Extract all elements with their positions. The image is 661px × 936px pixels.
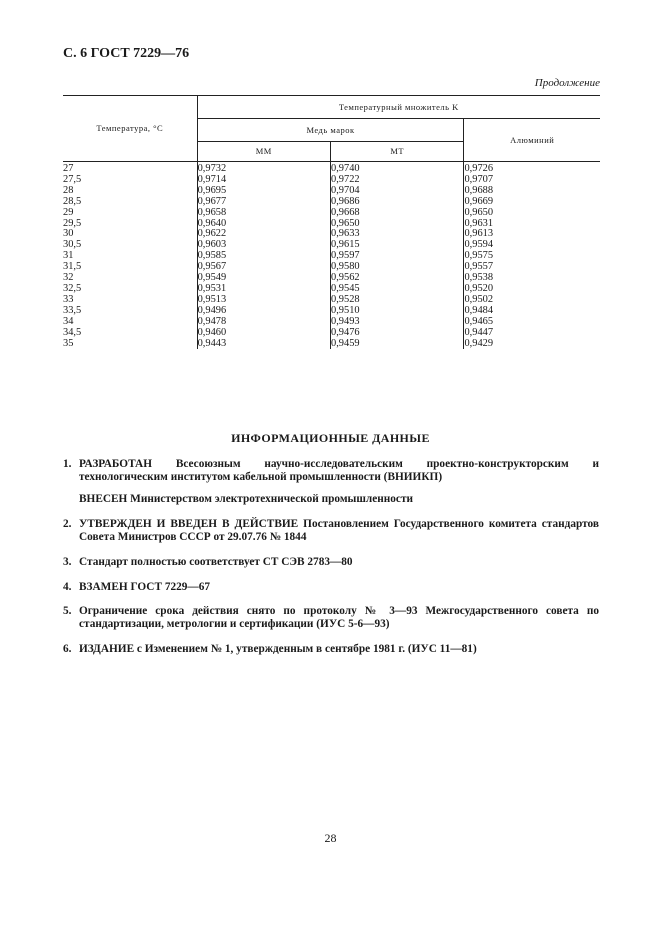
page-number: 28 bbox=[324, 831, 337, 845]
mt-value-cell: 0,9510 bbox=[331, 306, 464, 317]
info-item-number: 4. bbox=[63, 581, 72, 593]
info-item-number: 3. bbox=[63, 556, 72, 568]
aluminium-value-cell: 0,9538 bbox=[464, 272, 494, 284]
mm-value-cell: 0,9443 bbox=[197, 339, 330, 350]
table-row bbox=[63, 197, 600, 208]
info-item-number: 2. bbox=[63, 518, 72, 530]
mt-value-cell: 0,9528 bbox=[331, 295, 464, 306]
info-item-6 bbox=[63, 643, 599, 656]
aluminium-value-cell: 0,9650 bbox=[464, 206, 494, 218]
mm-value-cell: 0,9478 bbox=[197, 317, 330, 328]
info-item-text: Стандарт полностью соответствует СТ СЭВ 2783—80 bbox=[79, 556, 353, 568]
mm-value-cell: 0,9658 bbox=[197, 208, 330, 219]
mm-value-cell: 0,9549 bbox=[197, 273, 330, 284]
aluminium-value-cell: 0,9429 bbox=[464, 337, 494, 349]
page-header: С. 6 ГОСТ 7229—76 bbox=[63, 46, 190, 61]
temperature-cell: 31,5 bbox=[63, 262, 197, 273]
mm-value-cell: 0,9677 bbox=[197, 197, 330, 208]
table-row bbox=[63, 339, 600, 350]
info-item-text: РАЗРАБОТАН Всесоюзным научно-исследовательским проектно-конструкторским и технологическим институтом кабельной промышленности (ВНИИКП) bbox=[79, 458, 599, 483]
info-item-text: ВЗАМЕН ГОСТ 7229—67 bbox=[79, 581, 211, 593]
aluminium-value-cell: 0,9465 bbox=[464, 315, 494, 327]
aluminium-value-cell: 0,9557 bbox=[464, 261, 494, 273]
mt-value-cell: 0,9562 bbox=[331, 273, 464, 284]
mm-value-cell: 0,9622 bbox=[197, 229, 330, 240]
table-row bbox=[63, 162, 600, 175]
info-item-number: 6. bbox=[63, 643, 72, 655]
aluminium-value-cell: 0,9613 bbox=[464, 228, 494, 240]
mt-value-cell: 0,9545 bbox=[331, 284, 464, 295]
info-item-number: 1. bbox=[63, 458, 72, 470]
mm-value-cell: 0,9714 bbox=[197, 175, 330, 186]
info-item-submitted bbox=[63, 493, 599, 506]
mt-value-cell: 0,9597 bbox=[331, 251, 464, 262]
column-header-copper: Медь марок bbox=[197, 119, 464, 142]
aluminium-value-cell: 0,9594 bbox=[464, 239, 494, 251]
temperature-cell: 32 bbox=[63, 273, 197, 284]
temperature-cell: 33,5 bbox=[63, 306, 197, 317]
table-row bbox=[63, 328, 600, 339]
mt-value-cell: 0,9740 bbox=[331, 162, 464, 175]
mt-value-cell: 0,9633 bbox=[331, 229, 464, 240]
aluminium-value-cell: 0,9669 bbox=[464, 195, 494, 207]
info-item-text: Ограничение срока действия снято по протоколу № 3—93 Межгосударственного совета по стандартизации, метрологии и сертификации (ИУС 5-6—93) bbox=[79, 605, 599, 630]
table-body bbox=[63, 162, 600, 350]
temperature-cell: 28,5 bbox=[63, 197, 197, 208]
aluminium-value-cell: 0,9575 bbox=[464, 250, 494, 262]
mt-value-cell: 0,9459 bbox=[331, 339, 464, 350]
temperature-cell: 30,5 bbox=[63, 240, 197, 251]
column-header-multiplier: Температурный множитель K bbox=[197, 96, 600, 119]
aluminium-value-cell: 0,9502 bbox=[464, 293, 494, 305]
temperature-cell: 32,5 bbox=[63, 284, 197, 295]
mm-value-cell: 0,9732 bbox=[197, 162, 330, 175]
mt-value-cell: 0,9668 bbox=[331, 208, 464, 219]
temperature-cell: 29 bbox=[63, 208, 197, 219]
mm-value-cell: 0,9531 bbox=[197, 284, 330, 295]
info-item-text: ВНЕСЕН Министерством электротехнической промышленности bbox=[79, 493, 414, 505]
mt-value-cell: 0,9650 bbox=[331, 219, 464, 230]
aluminium-value-cell: 0,9726 bbox=[464, 163, 494, 174]
temperature-cell: 33 bbox=[63, 295, 197, 306]
info-item-number: 5. bbox=[63, 605, 72, 617]
aluminium-value-cell: 0,9484 bbox=[464, 304, 494, 316]
aluminium-value-cell: 0,9707 bbox=[464, 173, 494, 185]
temperature-multiplier-table bbox=[63, 95, 600, 349]
temperature-cell: 30 bbox=[63, 229, 197, 240]
aluminium-value-cell: 0,9631 bbox=[464, 217, 494, 229]
table-row bbox=[63, 317, 600, 328]
aluminium-value-cell: 0,9688 bbox=[464, 184, 494, 196]
info-item-text: УТВЕРЖДЕН И ВВЕДЕН В ДЕЙСТВИЕ Постановлением Государственного комитета стандартов Совета Министров СССР от 29.07.76 № 1844 bbox=[79, 518, 599, 543]
continuation-label: Продолжение bbox=[534, 77, 600, 89]
temperature-cell: 29,5 bbox=[63, 219, 197, 230]
mm-value-cell: 0,9567 bbox=[197, 262, 330, 273]
mt-value-cell: 0,9580 bbox=[331, 262, 464, 273]
table-row bbox=[63, 208, 600, 219]
temperature-cell: 35 bbox=[63, 339, 197, 350]
temperature-cell: 31 bbox=[63, 251, 197, 262]
temperature-cell: 34 bbox=[63, 317, 197, 328]
info-section-title: ИНФОРМАЦИОННЫЕ ДАННЫЕ bbox=[231, 431, 430, 445]
mt-value-cell: 0,9704 bbox=[331, 186, 464, 197]
mm-value-cell: 0,9496 bbox=[197, 306, 330, 317]
column-header-mm: ММ bbox=[197, 142, 330, 162]
mm-value-cell: 0,9695 bbox=[197, 186, 330, 197]
mm-value-cell: 0,9640 bbox=[197, 219, 330, 230]
mt-value-cell: 0,9493 bbox=[331, 317, 464, 328]
temperature-cell: 27 bbox=[63, 162, 197, 175]
mt-value-cell: 0,9722 bbox=[331, 175, 464, 186]
temperature-cell: 34,5 bbox=[63, 328, 197, 339]
temperature-cell: 27,5 bbox=[63, 175, 197, 186]
mm-value-cell: 0,9603 bbox=[197, 240, 330, 251]
info-item-5 bbox=[63, 605, 599, 631]
info-item-2 bbox=[63, 518, 599, 544]
info-item-1 bbox=[63, 458, 599, 484]
info-item-text: ИЗДАНИЕ с Изменением № 1, утвержденным в сентябре 1981 г. (ИУС 11—81) bbox=[79, 643, 477, 655]
mt-value-cell: 0,9476 bbox=[331, 328, 464, 339]
mt-value-cell: 0,9615 bbox=[331, 240, 464, 251]
mt-value-cell: 0,9686 bbox=[331, 197, 464, 208]
column-header-aluminium: Алюминий bbox=[464, 119, 600, 162]
column-header-temperature: Температура, °С bbox=[63, 96, 197, 162]
mm-value-cell: 0,9585 bbox=[197, 251, 330, 262]
info-item-3 bbox=[63, 556, 599, 569]
column-header-mt: МТ bbox=[331, 142, 464, 162]
temperature-cell: 28 bbox=[63, 186, 197, 197]
mm-value-cell: 0,9513 bbox=[197, 295, 330, 306]
mm-value-cell: 0,9460 bbox=[197, 328, 330, 339]
aluminium-value-cell: 0,9520 bbox=[464, 282, 494, 294]
info-item-4 bbox=[63, 581, 599, 594]
aluminium-value-cell: 0,9447 bbox=[464, 326, 494, 338]
